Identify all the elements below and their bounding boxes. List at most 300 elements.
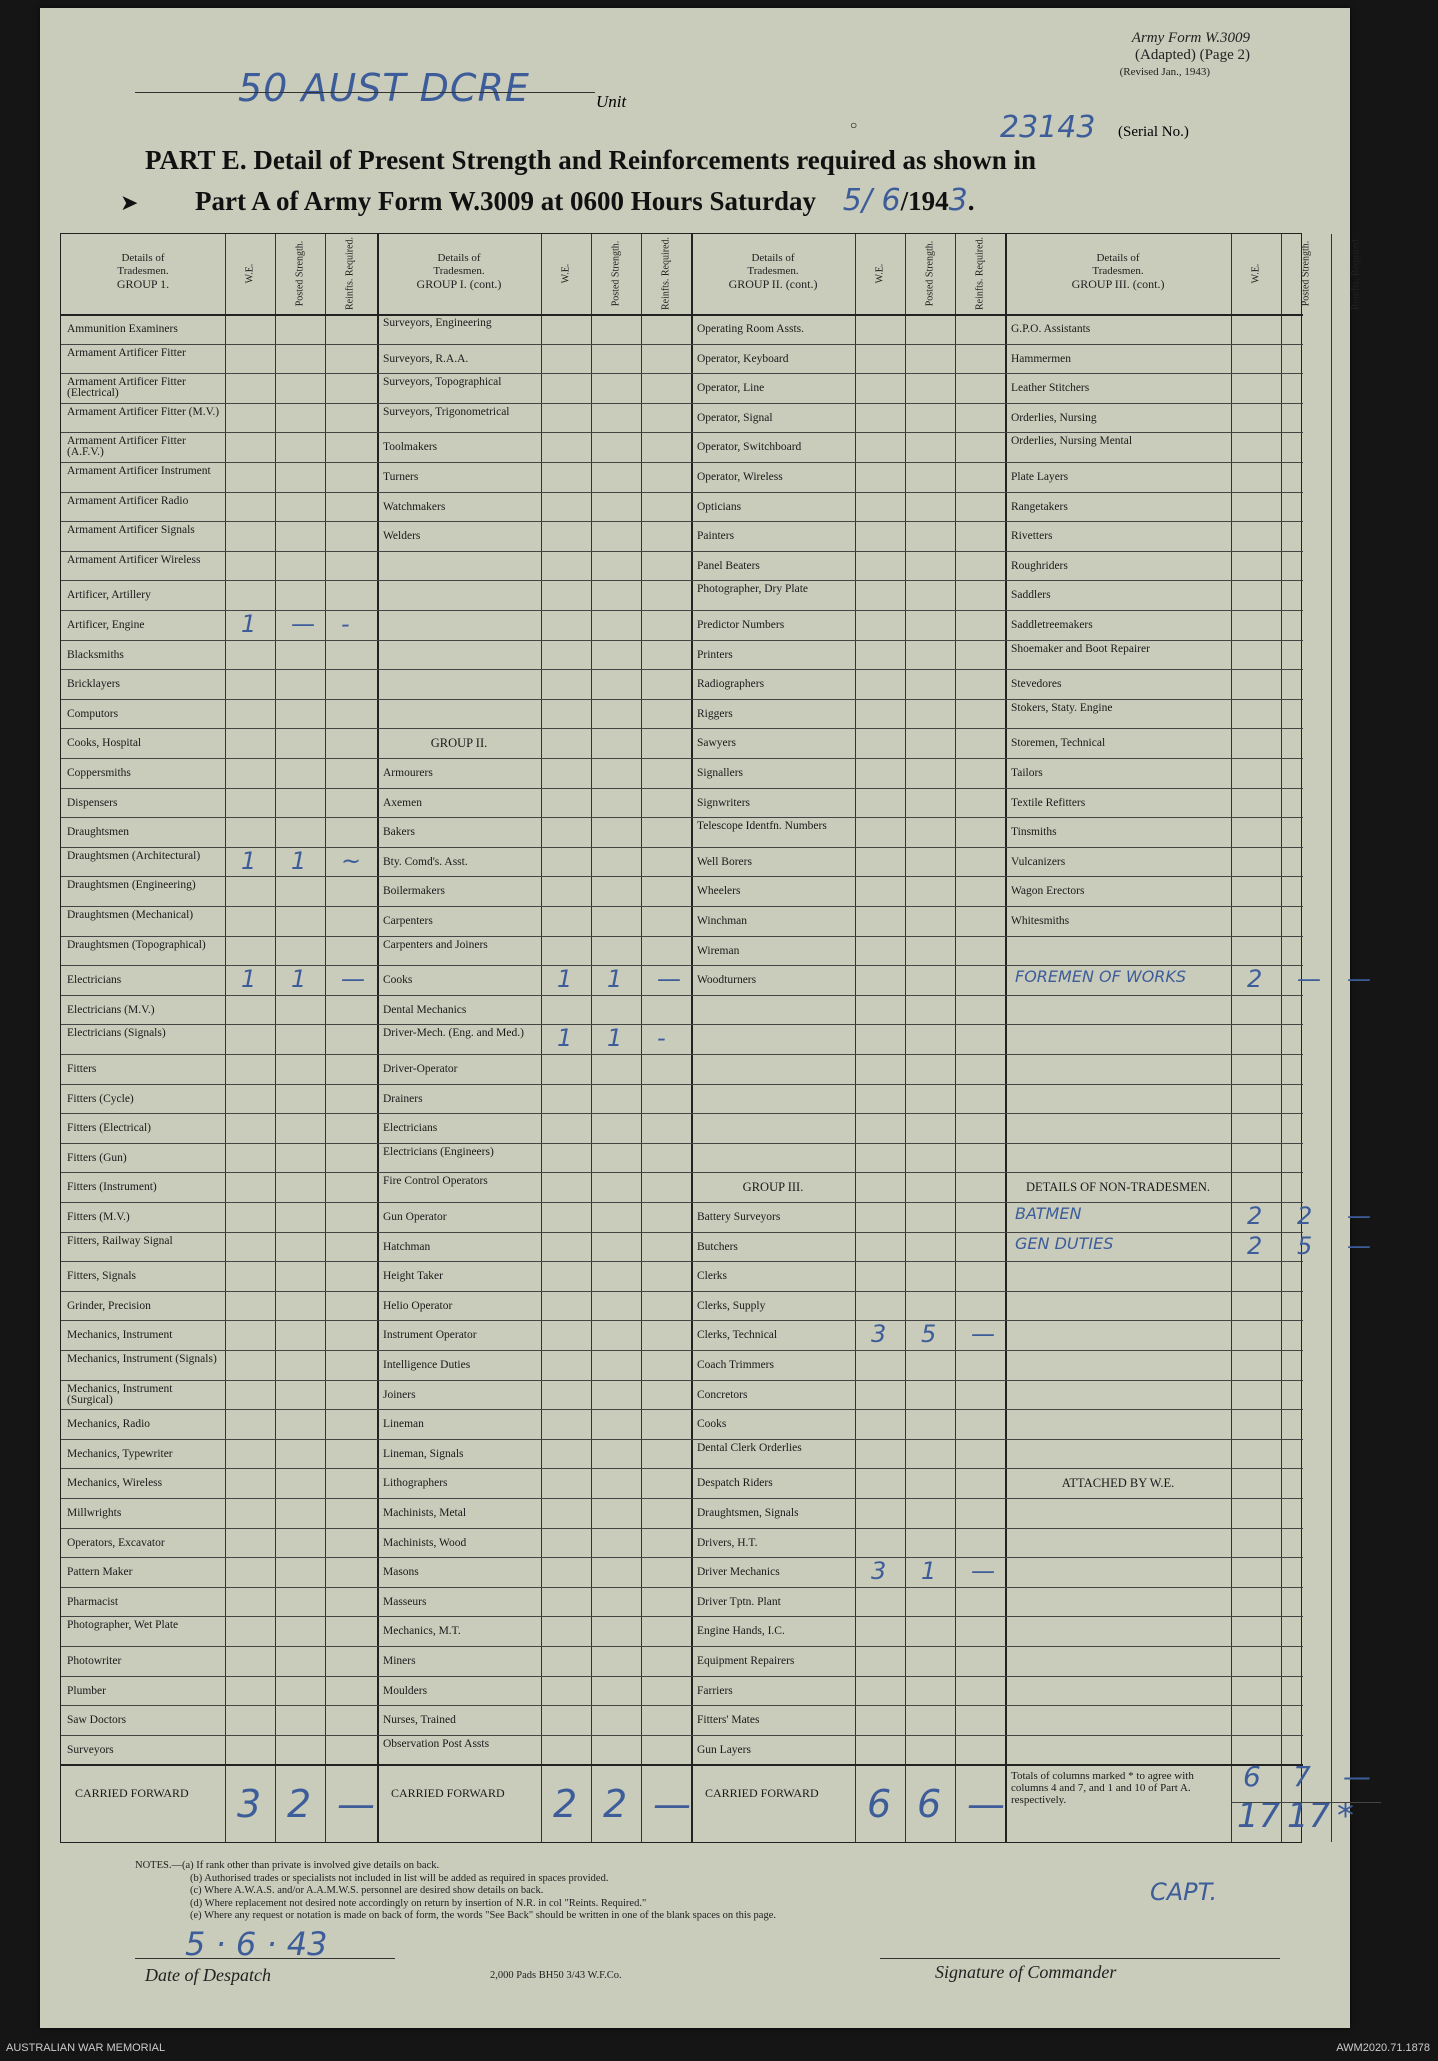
- we-header: W.E.: [560, 263, 572, 284]
- trade-label: Rangetakers: [1011, 500, 1068, 513]
- group-heading: GROUP II.: [430, 736, 488, 751]
- handwritten-entry: 1: [607, 1024, 623, 1053]
- column-divider: [325, 234, 326, 1842]
- trade-label: Telescope Identfn. Numbers: [697, 820, 827, 833]
- trade-label: Leather Stitchers: [1011, 382, 1090, 395]
- row-rule: [61, 936, 1303, 937]
- trade-label: Saddlers: [1011, 589, 1051, 602]
- column-divider: [541, 234, 542, 1842]
- row-rule: [61, 1705, 1303, 1706]
- carried-forward-label: CARRIED FORWARD: [705, 1786, 819, 1801]
- trade-label: Computors: [67, 707, 119, 720]
- column-header-details: [377, 252, 541, 291]
- row-rule: [61, 521, 1303, 522]
- note-d: (d) Where replacement not desired note accordingly on return by insertion of N.R. in col "Reints. Required.": [190, 1897, 647, 1909]
- row-rule: [61, 1291, 1303, 1292]
- trade-label: Fitters (Gun): [67, 1151, 127, 1164]
- trade-label: Armament Artificer Signals: [67, 524, 195, 537]
- trade-label: Stevedores: [1011, 678, 1062, 691]
- trade-label: Sawyers: [697, 737, 736, 750]
- trade-label: Pattern Maker: [67, 1566, 133, 1579]
- serial-label: (Serial No.): [1118, 124, 1189, 140]
- carried-forward-value: 6: [867, 1782, 892, 1827]
- column-divider: [1281, 234, 1282, 1842]
- group-heading: GROUP III.: [742, 1180, 804, 1195]
- trade-label: Armament Artificer Radio: [67, 494, 189, 507]
- column-divider: [905, 234, 906, 1842]
- trade-label: Riggers: [697, 707, 733, 720]
- trade-label: Surveyors, R.A.A.: [383, 352, 469, 365]
- carried-forward-value: 3: [237, 1782, 262, 1827]
- posted-strength-header: Posted Strength.: [610, 240, 622, 307]
- trade-label: Plumber: [67, 1684, 106, 1697]
- trade-label: Clerks: [697, 1270, 728, 1283]
- trade-label: Fitters (Instrument): [67, 1181, 157, 1194]
- trade-label: Gun Operator: [383, 1211, 447, 1223]
- totals-value-row1: 6: [1243, 1760, 1261, 1794]
- handwritten-entry: 3: [871, 1320, 887, 1349]
- trade-label: Masseurs: [383, 1595, 427, 1608]
- handwritten-entry: 1: [557, 965, 573, 994]
- row-rule: [61, 995, 1303, 996]
- trade-label: Radiographers: [697, 678, 765, 691]
- column-header-details: [61, 252, 225, 291]
- trade-label: Dispensers: [67, 796, 118, 809]
- handwritten-entry: —: [657, 965, 681, 994]
- unit-line: [135, 92, 595, 93]
- handwritten-entry: 1: [241, 965, 257, 994]
- trade-label: Armament Artificer Fitter (M.V.): [67, 405, 220, 418]
- column-divider: [855, 234, 856, 1842]
- trade-label: Hammermen: [1011, 352, 1072, 365]
- trade-label: Signwriters: [697, 796, 751, 809]
- totals-note: Totals of columns marked * to agree with columns 4 and 7, and 1 and 10 of Part A. respectively.: [1011, 1770, 1194, 1807]
- row-rule: [61, 1676, 1303, 1677]
- trade-label: Signallers: [697, 767, 743, 779]
- trade-label: Electricians: [383, 1122, 438, 1135]
- column-divider: [1331, 234, 1332, 1842]
- trade-label: Mechanics, Radio: [67, 1418, 151, 1431]
- handwritten-entry: —: [971, 1557, 995, 1586]
- trade-label: Operator, Wireless: [697, 471, 783, 483]
- handwritten-entry: ~: [341, 846, 362, 875]
- row-rule: [61, 1409, 1303, 1410]
- column-header-details: [691, 252, 855, 291]
- trade-label: Orderlies, Nursing Mental: [1011, 435, 1133, 448]
- row-rule: [61, 1261, 1303, 1262]
- column-divider: [955, 234, 956, 1842]
- handwritten-entry: 1: [241, 610, 257, 638]
- carried-forward-value: 2: [287, 1782, 312, 1827]
- column-divider: [225, 234, 226, 1842]
- row-rule: [61, 876, 1303, 877]
- handwritten-entry: 1: [291, 846, 307, 875]
- block-divider: [691, 234, 693, 1842]
- carried-forward-value: —: [337, 1782, 375, 1827]
- handwritten-entry: 2: [1247, 1231, 1263, 1260]
- trade-label: Tailors: [1011, 767, 1043, 779]
- trade-label: Fitters, Signals: [67, 1270, 137, 1283]
- trade-label: Photowriter: [67, 1655, 122, 1667]
- trade-label: Printers: [697, 648, 733, 661]
- trade-label: Lineman: [383, 1418, 424, 1431]
- trade-label: Coppersmiths: [67, 767, 131, 779]
- year-handwritten: 3: [948, 183, 968, 218]
- trade-label: Bty. Comd's. Asst.: [383, 855, 468, 868]
- trade-label: Plate Layers: [1011, 471, 1069, 483]
- column-divider: [275, 234, 276, 1842]
- trade-label: Cooks, Hospital: [67, 737, 142, 750]
- carried-forward-value: —: [967, 1782, 1005, 1827]
- trade-label: Engine Hands, I.C.: [697, 1625, 785, 1638]
- handwritten-entry: -: [341, 610, 350, 638]
- trade-label: Operators, Excavator: [67, 1536, 165, 1549]
- note-e: (e) Where any request or notation is made on back of form, the words "See Back" should be written in one of the blank spaces on this page.: [190, 1910, 777, 1921]
- handwritten-entry: 2: [1247, 1202, 1263, 1230]
- group-heading: ATTACHED BY W.E.: [1061, 1476, 1175, 1491]
- handwritten-entry: —: [341, 965, 365, 994]
- trade-label: Mechanics, M.T.: [383, 1625, 461, 1638]
- row-rule: [61, 728, 1303, 729]
- carried-forward-value: —: [653, 1782, 691, 1827]
- row-rule: [61, 344, 1303, 345]
- trade-label: Woodturners: [697, 974, 757, 987]
- row-rule: [61, 758, 1303, 759]
- trade-label: Driver-Operator: [383, 1063, 458, 1075]
- trade-label: Surveyors: [67, 1743, 114, 1756]
- carried-forward-label: CARRIED FORWARD: [75, 1786, 189, 1801]
- column-divider: [1231, 234, 1232, 1842]
- we-header: W.E.: [1250, 263, 1262, 284]
- row-rule: [61, 1646, 1303, 1647]
- group-label: GROUP 1.: [116, 277, 170, 291]
- row-rule: [61, 1735, 1303, 1736]
- details-label: Details of Tradesmen.: [117, 252, 169, 277]
- trade-label: Drainers: [383, 1092, 423, 1105]
- handwritten-entry: 2: [1297, 1202, 1313, 1230]
- handwritten-entry: 5: [921, 1320, 937, 1349]
- row-rule: [61, 551, 1303, 552]
- row-rule: [61, 640, 1303, 641]
- trade-label: Axemen: [383, 796, 422, 809]
- trade-label: Storemen, Technical: [1011, 737, 1106, 750]
- block-divider: [377, 234, 379, 1842]
- totals-value-row2: *: [1337, 1796, 1354, 1837]
- trade-label: Grinder, Precision: [67, 1299, 151, 1312]
- trade-label: Battery Surveyors: [697, 1211, 781, 1223]
- trade-label: Farriers: [697, 1684, 733, 1697]
- column-header-details: [1005, 252, 1231, 291]
- trade-label: Masons: [383, 1566, 419, 1579]
- trade-label: Saw Doctors: [67, 1714, 127, 1727]
- arrow-icon: ➤: [120, 190, 139, 215]
- row-rule: [61, 1350, 1303, 1351]
- form-adapted: (Adapted) (Page 2): [1135, 47, 1250, 63]
- trade-label: Miners: [383, 1655, 416, 1667]
- row-rule: [61, 1380, 1303, 1381]
- trade-label: Orderlies, Nursing: [1011, 411, 1097, 424]
- trade-label: Turners: [383, 471, 419, 483]
- row-rule: [61, 1232, 1303, 1233]
- column-divider: [591, 234, 592, 1842]
- trade-label: Nurses, Trained: [383, 1714, 456, 1727]
- row-rule: [61, 1468, 1303, 1469]
- trade-label: Rivetters: [1011, 530, 1053, 543]
- handwritten-entry: —: [1347, 1231, 1371, 1260]
- trade-label: Panel Beaters: [697, 559, 760, 572]
- trade-label: Hatchman: [383, 1240, 431, 1253]
- carried-forward-label: CARRIED FORWARD: [391, 1786, 505, 1801]
- trade-label: Well Borers: [697, 855, 752, 868]
- handwritten-entry: -: [657, 1024, 666, 1053]
- group-label: GROUP III. (cont.): [1071, 277, 1165, 291]
- trade-label: Electricians (Signals): [67, 1027, 166, 1040]
- trade-label: G.P.O. Assistants: [1011, 323, 1091, 335]
- row-rule: [61, 1113, 1303, 1114]
- trade-label: Wagon Erectors: [1011, 885, 1085, 898]
- row-rule: [61, 669, 1303, 670]
- trade-label: Lineman, Signals: [383, 1447, 464, 1460]
- totals-value-row1: 7: [1293, 1760, 1311, 1794]
- reinfts-required-header: Reinfts. Required.: [660, 236, 672, 311]
- row-rule: [61, 1557, 1303, 1558]
- trade-label: Armament Artificer Instrument: [67, 465, 211, 477]
- trade-label: Fitters (M.V.): [67, 1211, 130, 1223]
- row-rule: [61, 699, 1303, 700]
- row-rule: [61, 580, 1303, 581]
- archive-label-right: AWM2020.71.1878: [1336, 2042, 1430, 2054]
- trade-label: Fitters: [67, 1063, 97, 1075]
- trade-label: Gun Layers: [697, 1743, 751, 1756]
- date-line: [135, 1958, 395, 1959]
- row-rule: [61, 403, 1303, 404]
- archive-label-left: AUSTRALIAN WAR MEMORIAL: [6, 2042, 166, 2054]
- row-rule: [61, 1320, 1303, 1321]
- trade-label: Armament Artificer Fitter (Electrical): [67, 376, 186, 400]
- trade-label: Pharmacist: [67, 1595, 119, 1608]
- row-rule: [61, 1024, 1303, 1025]
- trade-label: Mechanics, Instrument: [67, 1329, 173, 1342]
- trade-label: Operator, Keyboard: [697, 352, 789, 365]
- trade-label: Surveyors, Engineering: [383, 317, 492, 329]
- trade-label: Fitters, Railway Signal: [67, 1234, 173, 1247]
- trade-label: Shoemaker and Boot Repairer: [1011, 642, 1150, 655]
- trade-label: Armament Artificer Fitter: [67, 346, 186, 359]
- posted-strength-header: Posted Strength.: [1300, 240, 1312, 307]
- form-revised: (Revised Jan., 1943): [1119, 66, 1210, 78]
- trade-label: Stokers, Staty. Engine: [1011, 701, 1113, 714]
- signature-line: [880, 1958, 1280, 1959]
- details-label: Details of Tradesmen.: [747, 252, 799, 277]
- handwritten-trade: FOREMEN OF WORKS: [1015, 967, 1187, 987]
- trade-label: Lithographers: [383, 1477, 448, 1490]
- reinfts-required-header: Reinfts. Required.: [1350, 236, 1362, 311]
- note-a: NOTES.—(a) If rank other than private is involved give details on back.: [135, 1860, 440, 1871]
- trade-label: Fitters' Mates: [697, 1714, 760, 1727]
- trade-label: Textile Refitters: [1011, 796, 1086, 809]
- row-rule: [61, 1616, 1303, 1617]
- carried-forward-rule: [61, 1764, 1303, 1766]
- serial-handwritten: 23143: [1000, 110, 1096, 145]
- trade-label: Operator, Switchboard: [697, 441, 802, 454]
- trade-label: Wheelers: [697, 885, 741, 898]
- trade-label: Fitters (Electrical): [67, 1122, 151, 1135]
- trade-label: Tinsmiths: [1011, 826, 1057, 839]
- handwritten-trade: BATMEN: [1015, 1204, 1082, 1223]
- strength-table: [60, 233, 1371, 1843]
- carried-forward-value: 2: [553, 1782, 578, 1827]
- unit-handwritten: 50 AUST DCRE: [238, 66, 530, 110]
- trade-label: Fitters (Cycle): [67, 1092, 134, 1105]
- row-rule: [61, 1143, 1303, 1144]
- despatch-date-handwritten: 5 · 6 · 43: [185, 1925, 328, 1963]
- trade-label: Predictor Numbers: [697, 619, 785, 631]
- trade-label: Machinists, Metal: [383, 1507, 467, 1519]
- trade-label: Draughtsmen (Topographical): [67, 938, 206, 951]
- trade-label: Height Taker: [383, 1270, 443, 1283]
- row-rule: [61, 906, 1303, 907]
- trade-label: Photographer, Dry Plate: [697, 583, 809, 596]
- date-handwritten: 5/ 6: [842, 183, 901, 218]
- handwritten-entry: 1: [607, 965, 623, 994]
- trade-label: Mechanics, Instrument (Surgical): [67, 1382, 173, 1406]
- unit-label: Unit: [596, 92, 627, 111]
- trade-label: Wireman: [697, 944, 740, 957]
- row-rule: [61, 1054, 1303, 1055]
- we-header: W.E.: [874, 263, 886, 284]
- trade-label: Machinists, Wood: [383, 1536, 467, 1549]
- trade-label: Blacksmiths: [67, 648, 124, 661]
- posted-strength-header: Posted Strength.: [924, 240, 936, 307]
- trade-label: Observation Post Assts: [383, 1737, 490, 1750]
- row-rule: [61, 373, 1303, 374]
- handwritten-entry: 1: [921, 1557, 937, 1586]
- trade-label: Fire Control Operators: [383, 1175, 488, 1188]
- trade-label: Cooks: [383, 974, 413, 987]
- handwritten-entry: 2: [1247, 965, 1263, 994]
- trade-label: Electricians: [67, 974, 122, 987]
- trade-label: Surveyors, Topographical: [383, 376, 502, 389]
- trade-label: Draughtsmen (Architectural): [67, 849, 201, 862]
- details-label: Details of Tradesmen.: [433, 252, 485, 277]
- row-rule: [61, 1498, 1303, 1499]
- trade-label: Winchman: [697, 915, 747, 927]
- row-rule: [61, 1172, 1303, 1173]
- handwritten-trade: GEN DUTIES: [1015, 1233, 1114, 1253]
- date-of-despatch-label: Date of Despatch: [145, 1965, 271, 1985]
- row-rule: [61, 788, 1303, 789]
- row-rule: [61, 432, 1303, 433]
- handwritten-entry: —: [1297, 965, 1321, 994]
- trade-label: Clerks, Technical: [697, 1329, 778, 1342]
- trade-label: Roughriders: [1011, 559, 1068, 572]
- carried-forward-value: 2: [603, 1782, 628, 1827]
- year-printed: /194: [900, 186, 949, 216]
- note-c: (c) Where A.W.A.S. and/or A.A.M.W.S. personnel are desired show details on back.: [190, 1885, 544, 1896]
- print-info: 2,000 Pads BH50 3/43 W.F.Co.: [490, 1970, 622, 1981]
- trade-label: Joiners: [383, 1388, 416, 1401]
- signature-handwritten: CAPT.: [1150, 1878, 1218, 1906]
- trade-label: Saddletreemakers: [1011, 619, 1093, 631]
- trade-label: Intelligence Duties: [383, 1359, 471, 1371]
- year-dot: .: [967, 186, 975, 216]
- notes-block: [135, 1860, 776, 1923]
- group-label: GROUP II. (cont.): [728, 277, 818, 291]
- we-header: W.E.: [244, 263, 256, 284]
- handwritten-entry: 1: [557, 1024, 573, 1053]
- trade-label: Draughtsmen, Signals: [697, 1507, 799, 1519]
- trade-label: Clerks, Supply: [697, 1299, 766, 1312]
- totals-value-row2: 17: [1287, 1796, 1331, 1837]
- handwritten-entry: —: [1347, 965, 1371, 994]
- note-b: (b) Authorised trades or specialists not included in list will be added as required in spaces provided.: [190, 1872, 609, 1884]
- trade-label: Drivers, H.T.: [697, 1536, 758, 1549]
- handwritten-entry: 1: [291, 965, 307, 994]
- reinfts-required-header: Reinfts. Required.: [974, 236, 986, 311]
- trade-label: Mechanics, Typewriter: [67, 1447, 173, 1460]
- trade-label: Artificer, Artillery: [67, 589, 151, 602]
- trade-label: Dental Mechanics: [383, 1003, 467, 1016]
- dot-mark: ○: [850, 118, 858, 132]
- row-rule: [61, 1439, 1303, 1440]
- trade-label: Painters: [697, 530, 735, 543]
- title-line-2: [195, 183, 974, 218]
- trade-label: Concretors: [697, 1388, 748, 1401]
- trade-label: Dental Clerk Orderlies: [697, 1441, 802, 1454]
- trade-label: Armament Artificer Wireless: [67, 553, 201, 566]
- trade-label: Driver Mechanics: [697, 1566, 780, 1579]
- title-line-1: PART E. Detail of Present Strength and Reinforcements required as shown in: [145, 145, 1037, 175]
- trade-label: Artificer, Engine: [67, 619, 145, 631]
- trade-label: Armament Artificer Fitter (A.F.V.): [67, 435, 186, 459]
- trade-label: Toolmakers: [383, 441, 438, 454]
- trade-label: Watchmakers: [383, 500, 446, 513]
- trade-label: Mechanics, Instrument (Signals): [67, 1353, 217, 1365]
- trade-label: Operator, Signal: [697, 411, 773, 424]
- trade-label: Mechanics, Wireless: [67, 1477, 163, 1490]
- trade-label: Electricians (Engineers): [383, 1145, 494, 1158]
- group-heading: DETAILS OF NON-TRADESMEN.: [1025, 1180, 1211, 1195]
- trade-label: Draughtsmen (Engineering): [67, 879, 196, 892]
- row-rule: [61, 1528, 1303, 1529]
- trade-label: Carpenters and Joiners: [383, 938, 488, 951]
- trade-label: Whitesmiths: [1011, 915, 1070, 927]
- carried-forward-value: 6: [917, 1782, 942, 1827]
- group-label: GROUP I. (cont.): [416, 277, 502, 291]
- trade-label: Bricklayers: [67, 678, 121, 691]
- totals-mid-rule: [1231, 1802, 1381, 1803]
- trade-label: Cooks: [697, 1418, 727, 1431]
- row-rule: [61, 1587, 1303, 1588]
- trade-label: Driver-Mech. (Eng. and Med.): [383, 1027, 524, 1040]
- trade-label: Opticians: [697, 500, 742, 513]
- row-rule: [61, 1202, 1303, 1203]
- trade-label: Vulcanizers: [1011, 855, 1066, 868]
- title-line-2-text: Part A of Army Form W.3009 at 0600 Hours Saturday: [195, 186, 816, 216]
- trade-label: Butchers: [697, 1240, 738, 1253]
- handwritten-entry: 3: [871, 1557, 887, 1586]
- handwritten-entry: —: [1347, 1202, 1371, 1230]
- handwritten-entry: —: [291, 610, 315, 638]
- trade-label: Coach Trimmers: [697, 1359, 774, 1371]
- trade-label: Equipment Repairers: [697, 1655, 795, 1667]
- trade-label: Carpenters: [383, 915, 433, 927]
- row-rule: [61, 492, 1303, 493]
- trade-label: Surveyors, Trigonometrical: [383, 405, 510, 418]
- trade-label: Electricians (M.V.): [67, 1003, 155, 1016]
- handwritten-entry: 5: [1297, 1231, 1313, 1260]
- row-rule: [61, 1084, 1303, 1085]
